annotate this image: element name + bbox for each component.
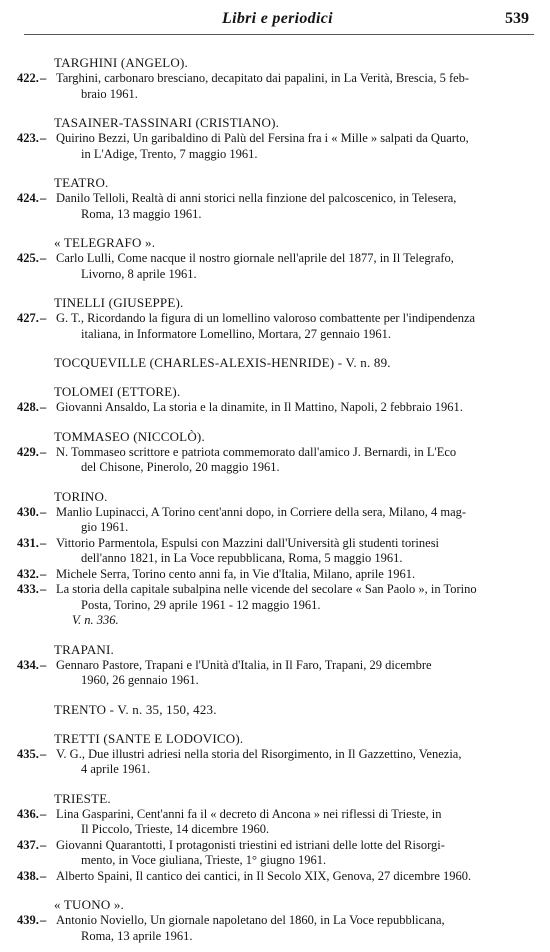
entry-text: [56, 582, 498, 613]
section-heading: « TUONO ».: [54, 897, 125, 912]
entry-number: 425.: [17, 251, 39, 265]
entry-dash: –: [40, 400, 47, 414]
entry-dash: –: [40, 71, 47, 85]
entry-number: 430.: [17, 504, 39, 519]
entry-dash: –: [40, 191, 47, 205]
entry-number: 436.: [17, 806, 39, 821]
entry-text: [56, 71, 498, 102]
section-gap: [0, 689, 550, 697]
entry-line-1: Giovanni Ansaldo, La storia e la dinamite, in Il Mattino, Napoli, 2 febbraio 1961.: [56, 400, 463, 414]
section-gap: [0, 371, 550, 379]
entry-text: [56, 311, 498, 342]
entry-line-2: italiana, in Informatore Lomellino, Mortara, 27 gennaio 1961.: [81, 326, 391, 341]
entry-line-2: gio 1961.: [81, 520, 129, 534]
entry-text: [56, 400, 498, 416]
entry-line-2: Roma, 13 maggio 1961.: [81, 206, 202, 221]
entry-line-1: Quirino Bezzi, Un garibaldino di Palù del Fersina fra i « Mille » salpati da Quarto,: [56, 131, 469, 145]
entry-text: [56, 191, 498, 222]
section-gap: [0, 102, 550, 110]
header-rule: [24, 34, 534, 35]
index-entry: [0, 191, 550, 222]
section-gap: [0, 629, 550, 637]
entry-line-2: mento, in Voce giuliana, Trieste, 1° giugno 1961.: [81, 853, 327, 867]
entry-number: 435.: [17, 746, 39, 761]
entry-text: [56, 536, 498, 567]
index-entry: [0, 445, 550, 476]
index-entry: [0, 658, 550, 689]
index-entry: [0, 869, 550, 885]
entry-dash: –: [40, 504, 47, 519]
index-entry: [0, 400, 550, 416]
entry-number: 432.: [17, 566, 39, 581]
section-gap: [0, 476, 550, 484]
index-entry: [0, 251, 550, 282]
section-gap: [0, 222, 550, 230]
entry-line-2: Livorno, 8 aprile 1961.: [81, 266, 197, 281]
entry-text: [56, 913, 498, 944]
entry-dash: –: [40, 806, 47, 821]
section-heading: TOCQUEVILLE (CHARLES-ALEXIS-HENRIDE) - V. n. 89.: [54, 355, 391, 370]
page-number: 539: [505, 10, 529, 27]
section-gap: [0, 342, 550, 350]
entry-number: 427.: [17, 311, 39, 325]
entry-number: 424.: [17, 191, 39, 205]
index-entry: [0, 536, 550, 567]
entry-text: [56, 567, 498, 583]
cross-reference: V. n. 336.: [72, 613, 119, 627]
entry-line-1: V. G., Due illustri adriesi nella storia del Risorgimento, in Il Gazzettino, Venezia,: [56, 746, 462, 761]
entry-line-2: del Chisone, Pinerolo, 20 maggio 1961.: [81, 460, 280, 474]
entry-line-2: Roma, 13 aprile 1961.: [81, 928, 193, 943]
entry-dash: –: [40, 311, 47, 325]
index-entry: [0, 567, 550, 583]
entry-number: 433.: [17, 582, 39, 596]
entry-text: [56, 251, 498, 282]
entry-number: 431.: [17, 535, 39, 550]
entry-line-1: Lina Gasparini, Cent'anni fa il « decreto di Ancona » nei riflessi di Trieste, in: [56, 806, 442, 821]
section-heading: « TELEGRAFO ».: [54, 235, 156, 250]
entry-text: [56, 445, 498, 476]
page-header: [0, 8, 550, 32]
entry-line-1: G. T., Ricordando la figura di un lomellino valoroso combattente per l'indipendenza: [56, 311, 476, 325]
entry-number: 439.: [17, 913, 39, 927]
section-gap: [0, 884, 550, 892]
index-content: [0, 50, 550, 952]
section-heading: TOLOMEI (ETTORE).: [54, 384, 181, 399]
section-gap: [0, 162, 550, 170]
entry-number: 437.: [17, 837, 39, 852]
index-entry: [0, 838, 550, 869]
entry-number: 434.: [17, 657, 39, 672]
entry-dash: –: [40, 657, 47, 672]
entry-text: [56, 869, 498, 885]
entry-line-1: Alberto Spaini, Il cantico dei cantici, in Il Secolo XIX, Genova, 27 dicembre 1960.: [56, 868, 472, 883]
entry-text: [56, 131, 498, 162]
entry-dash: –: [40, 582, 47, 596]
entry-text: [56, 807, 498, 838]
section-heading: TRIESTE.: [54, 790, 111, 806]
entry-dash: –: [40, 444, 47, 459]
section-heading: TORINO.: [54, 488, 108, 504]
entry-line-1: Manlio Lupinacci, A Torino cent'anni dopo, in Corriere della sera, Milano, 4 mag-: [56, 504, 467, 519]
entry-line-1: Michele Serra, Torino cento anni fa, in Vie d'Italia, Milano, aprile 1961.: [56, 566, 416, 581]
entry-line-2: Il Piccolo, Trieste, 14 dicembre 1960.: [81, 822, 270, 836]
section-gap: [0, 416, 550, 424]
entry-line-1: N. Tommaseo scrittore e patriota commemorato dall'amico J. Bernardi, in L'Eco: [56, 444, 457, 459]
entry-dash: –: [40, 535, 47, 550]
section-heading: TEATRO.: [54, 175, 109, 190]
entry-line-1: Vittorio Parmentola, Espulsi con Mazzini dall'Università gli studenti torinesi: [56, 535, 440, 550]
entry-line-1: Antonio Noviello, Un giornale napoletano del 1860, in La Voce repubblicana,: [56, 913, 445, 927]
entry-text: [56, 658, 498, 689]
entry-line-2: dell'anno 1821, in La Voce repubblicana, Roma, 5 maggio 1961.: [81, 551, 403, 565]
entry-line-1: Giovanni Quarantotti, I protagonisti triestini ed istriani delle lotte del Risorgi-: [56, 837, 445, 852]
entry-dash: –: [40, 251, 47, 265]
index-entry: [0, 807, 550, 838]
entry-line-1: Danilo Telloli, Realtà di anni storici nella finzione del palcoscenico, in Telesera,: [56, 191, 457, 205]
entry-number: 423.: [17, 131, 39, 145]
entry-dash: –: [40, 837, 47, 852]
section-heading: TRAPANI.: [54, 641, 114, 657]
entry-number: 428.: [17, 400, 39, 414]
entry-line-2: braio 1961.: [81, 86, 138, 101]
entry-line-2: 1960, 26 gennaio 1961.: [81, 673, 199, 687]
entry-line-2: in L'Adige, Trento, 7 maggio 1961.: [81, 146, 258, 161]
entry-dash: –: [40, 131, 47, 145]
entry-line-1: Gennaro Pastore, Trapani e l'Unità d'Italia, in Il Faro, Trapani, 29 dicembre: [56, 657, 432, 672]
entry-line-1: Targhini, carbonaro bresciano, decapitato dai papalini, in La Verità, Brescia, 5 feb-: [56, 71, 470, 85]
section-gap: [0, 778, 550, 786]
index-entry: [0, 913, 550, 944]
section-heading: TASAINER-TASSINARI (CRISTIANO).: [54, 115, 280, 130]
section-heading: TRENTO - V. n. 35, 150, 423.: [54, 701, 217, 717]
section-gap: [0, 282, 550, 290]
section-gap: [0, 944, 550, 952]
index-entry: [0, 747, 550, 778]
entry-dash: –: [40, 913, 47, 927]
entry-line-2: Posta, Torino, 29 aprile 1961 - 12 maggio 1961.: [81, 597, 321, 612]
entry-number: 422.: [17, 71, 39, 85]
section-heading: TINELLI (GIUSEPPE).: [54, 295, 184, 310]
index-entry: [0, 71, 550, 102]
section-gap: [0, 718, 550, 726]
entry-dash: –: [40, 868, 47, 883]
entry-dash: –: [40, 566, 47, 581]
entry-text: [56, 505, 498, 536]
entry-line-1: La storia della capitale subalpina nelle vicende del secolare « San Paolo », in Torino: [56, 582, 477, 596]
entry-line-2: 4 aprile 1961.: [81, 762, 151, 776]
index-entry: [0, 505, 550, 536]
entry-dash: –: [40, 746, 47, 761]
entry-text: [56, 838, 498, 869]
entry-line-1: Carlo Lulli, Come nacque il nostro giornale nell'aprile del 1877, in Il Telegrafo,: [56, 251, 454, 265]
entry-text: [56, 747, 498, 778]
section-heading: TOMMASEO (NICCOLÒ).: [54, 428, 205, 444]
index-entry: [0, 582, 550, 613]
entry-number: 429.: [17, 444, 39, 459]
index-entry: [0, 311, 550, 342]
running-head: Libri e periodici: [222, 10, 333, 27]
section-heading: TARGHINI (ANGELO).: [54, 55, 188, 70]
section-heading: TRETTI (SANTE E LODOVICO).: [54, 730, 244, 746]
index-entry: [0, 131, 550, 162]
entry-number: 438.: [17, 868, 39, 883]
